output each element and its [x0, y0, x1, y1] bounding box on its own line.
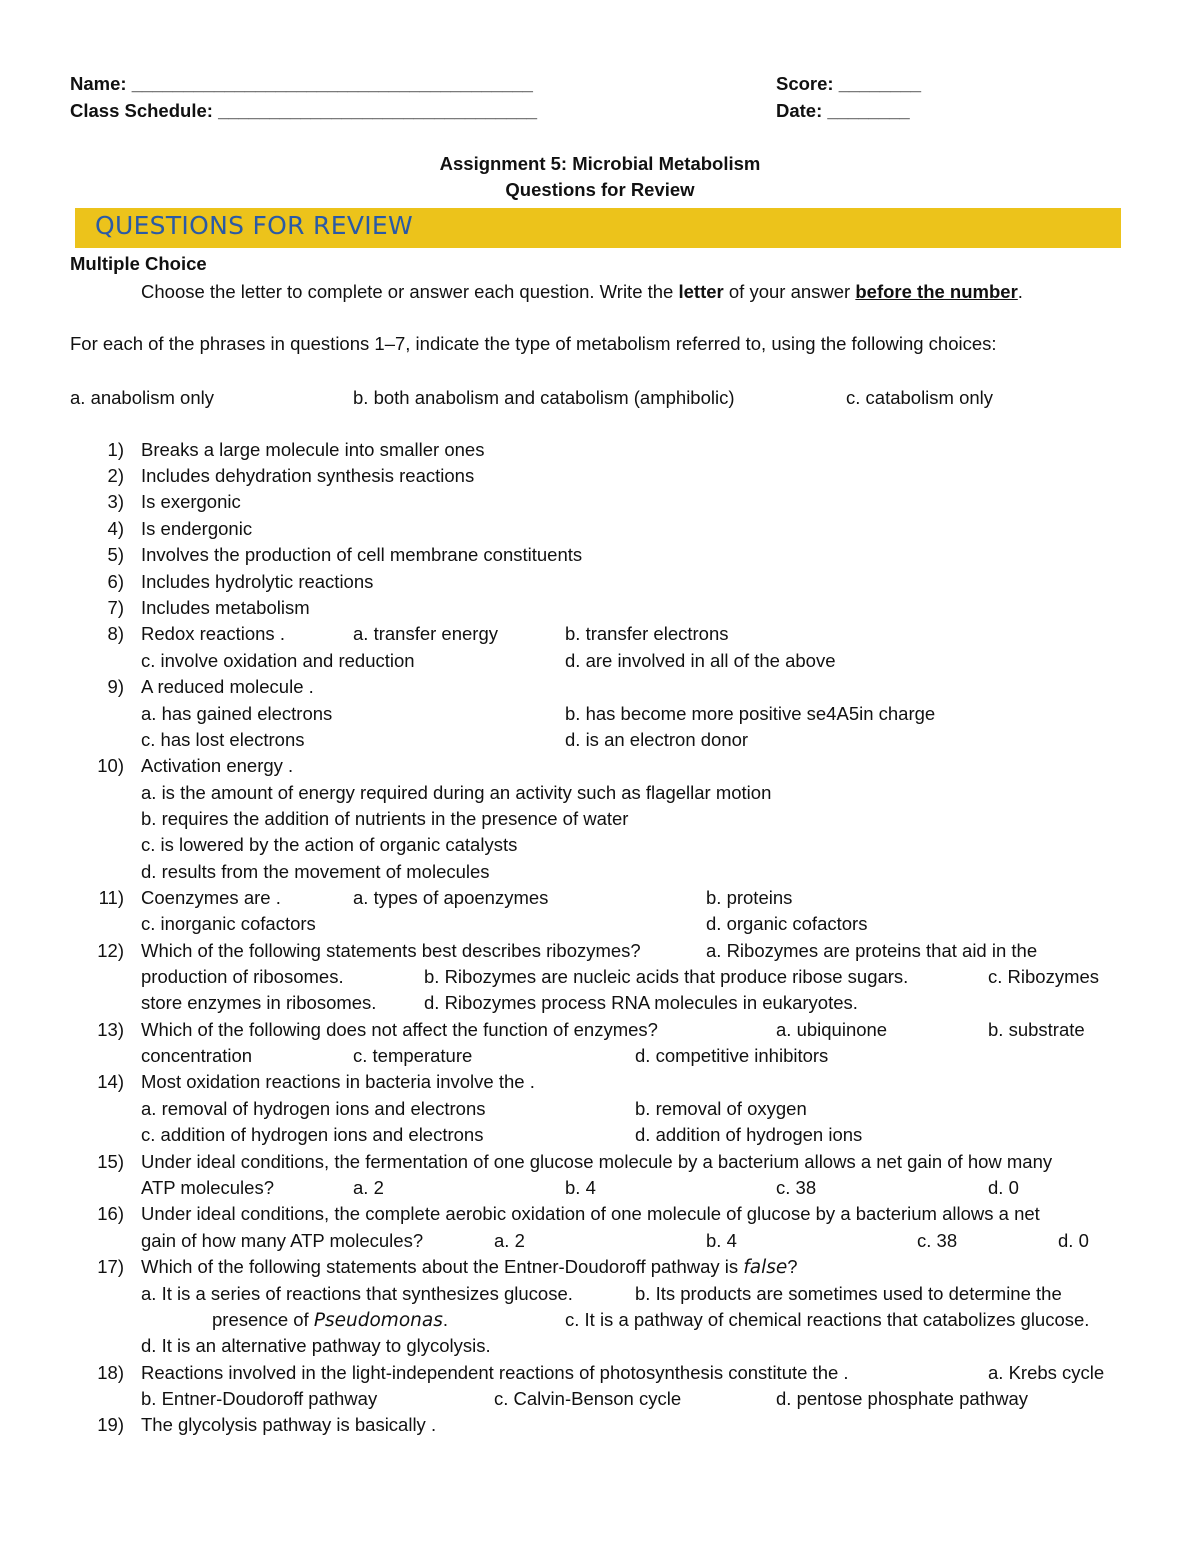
date-field[interactable] [776, 99, 910, 123]
instructions-part-2: of your answer [723, 281, 856, 302]
question-text: Most oxidation reactions in bacteria involve the . [141, 1071, 535, 1092]
date-label: Date: [776, 100, 823, 121]
option-c: c. 38 [917, 1230, 958, 1251]
option-b: b. Ribozymes are nucleic acids that produce ribose sugars. [424, 966, 909, 987]
option-b: b. 4 [565, 1177, 596, 1198]
option-d: d. 0 [1058, 1230, 1089, 1251]
option-a: a. ubiquinone [776, 1019, 888, 1040]
score-label: Score: [776, 73, 834, 94]
option-b: b. Its products are sometimes used to determine the [635, 1283, 1062, 1304]
question-text [141, 1255, 798, 1280]
score-blank: ________ [838, 73, 922, 94]
question-number: 4) [107, 518, 124, 539]
question-number: 6) [107, 571, 124, 592]
question-number: 11) [98, 887, 124, 908]
assignment-subtitle: Questions for Review [505, 179, 695, 200]
question-text: Is endergonic [141, 518, 253, 539]
instructions-part-1: Choose the letter to complete or answer each question. Write the [141, 281, 679, 302]
option-c: c. 38 [776, 1177, 817, 1198]
question-text: Coenzymes are . [141, 887, 281, 908]
question-number: 8) [107, 623, 124, 644]
option-c-continued: store enzymes in ribosomes. [141, 992, 377, 1013]
option-c: c. has lost electrons [141, 729, 305, 750]
option-d: d. 0 [988, 1177, 1019, 1198]
option-c: c. addition of hydrogen ions and electrons [141, 1124, 484, 1145]
question-text: Breaks a large molecule into smaller ones [141, 439, 485, 460]
date-blank: ________ [827, 100, 910, 121]
option-b-continued: concentration [141, 1045, 253, 1066]
question-number: 14) [97, 1071, 124, 1092]
question-number: 9) [107, 676, 124, 697]
option-a: a. 2 [494, 1230, 525, 1251]
option-d: d. results from the movement of molecules [141, 861, 490, 882]
option-a: a. Krebs cycle [988, 1362, 1105, 1383]
question-text: Includes metabolism [141, 597, 310, 618]
class-schedule-field[interactable] [70, 99, 537, 123]
option-d: d. pentose phosphate pathway [776, 1388, 1028, 1409]
question-text-continued: ATP molecules? [141, 1177, 274, 1198]
question-number: 16) [97, 1203, 124, 1224]
option-b: b. 4 [706, 1230, 737, 1251]
option-a: a. It is a series of reactions that synthesizes glucose. [141, 1283, 573, 1304]
option-a: a. Ribozymes are proteins that aid in the [706, 940, 1038, 961]
instructions-before-number: before the number [855, 281, 1018, 302]
name-blank: _______________________________________ [131, 73, 533, 94]
intro-text: For each of the phrases in questions 1–7, indicate the type of metabolism referred to, using the following choices: [70, 333, 997, 354]
option-a: a. transfer energy [353, 623, 498, 644]
class-schedule-blank: _______________________________ [218, 100, 538, 121]
option-b-period: . [442, 1309, 448, 1330]
option-a: a. removal of hydrogen ions and electrons [141, 1098, 486, 1119]
question-text: Under ideal conditions, the fermentation of one glucose molecule by a bacterium allows a net gain of how many [141, 1151, 1053, 1172]
question-number: 15) [97, 1151, 124, 1172]
class-schedule-label: Class Schedule: [70, 100, 213, 121]
question-text: Includes hydrolytic reactions [141, 571, 374, 592]
option-c: c. temperature [353, 1045, 473, 1066]
question-text: Under ideal conditions, the complete aerobic oxidation of one molecule of glucose by a bacterium allows a net [141, 1203, 1040, 1224]
pseudomonas-term: Pseudomonas [313, 1310, 443, 1331]
option-d: d. addition of hydrogen ions [635, 1124, 863, 1145]
question-text: The glycolysis pathway is basically . [141, 1414, 437, 1435]
question-number: 13) [97, 1019, 124, 1040]
option-d: d. It is an alternative pathway to glycolysis. [141, 1335, 491, 1356]
option-d: d. competitive inhibitors [635, 1045, 829, 1066]
option-c: c. Calvin-Benson cycle [494, 1388, 682, 1409]
question-number: 12) [97, 940, 124, 961]
option-b: b. transfer electrons [565, 623, 729, 644]
instructions [141, 280, 1023, 304]
question-number: 3) [107, 491, 124, 512]
question-text: Involves the production of cell membrane constituents [141, 544, 583, 565]
question-number: 7) [107, 597, 124, 618]
question-text: Redox reactions . [141, 623, 285, 644]
question-text: Which of the following does not affect the function of enzymes? [141, 1019, 658, 1040]
question-text-continued: gain of how many ATP molecules? [141, 1230, 424, 1251]
name-field[interactable] [70, 72, 533, 96]
option-b: b. Entner-Doudoroff pathway [141, 1388, 378, 1409]
choice-a: a. anabolism only [70, 387, 214, 408]
question-text: Includes dehydration synthesis reactions [141, 465, 475, 486]
section-banner [75, 208, 1121, 248]
question-text: A reduced molecule . [141, 676, 314, 697]
question-number: 18) [97, 1362, 124, 1383]
option-a-continued: production of ribosomes. [141, 966, 344, 987]
question-text: Reactions involved in the light-independent reactions of photosynthesis constitute the . [141, 1362, 849, 1383]
option-d: d. are involved in all of the above [565, 650, 836, 671]
option-c: c. Ribozymes [988, 966, 1100, 987]
question-number: 1) [107, 439, 124, 460]
question-number: 5) [107, 544, 124, 565]
question-text-main: Which of the following statements about the Entner-Doudoroff pathway is [141, 1256, 744, 1277]
choice-b: b. both anabolism and catabolism (amphibolic) [353, 387, 735, 408]
option-b-continued [212, 1308, 448, 1333]
option-b-presence: presence of [212, 1309, 314, 1330]
question-number: 17) [97, 1256, 124, 1277]
question-text: Activation energy . [141, 755, 294, 776]
option-b: b. has become more positive se4A5in charge [565, 703, 936, 724]
option-a: a. 2 [353, 1177, 384, 1198]
option-b: b. requires the addition of nutrients in the presence of water [141, 808, 629, 829]
section-banner-text: QUESTIONS FOR REVIEW [95, 211, 414, 240]
option-d: d. Ribozymes process RNA molecules in eukaryotes. [424, 992, 858, 1013]
instructions-letter: letter [678, 281, 724, 302]
option-d: d. is an electron donor [565, 729, 749, 750]
question-mark: ? [787, 1256, 798, 1277]
false-emphasis: false [743, 1257, 788, 1278]
option-b: b. substrate [988, 1019, 1085, 1040]
assignment-title: Assignment 5: Microbial Metabolism [439, 153, 761, 174]
choice-c: c. catabolism only [846, 387, 994, 408]
score-field[interactable] [776, 72, 921, 96]
question-number: 2) [107, 465, 124, 486]
option-c: c. It is a pathway of chemical reactions that catabolizes glucose. [565, 1309, 1090, 1330]
option-c: c. involve oxidation and reduction [141, 650, 415, 671]
question-text: Which of the following statements best describes ribozymes? [141, 940, 641, 961]
option-d: d. organic cofactors [706, 913, 868, 934]
option-b: b. proteins [706, 887, 793, 908]
option-b: b. removal of oxygen [635, 1098, 807, 1119]
option-a: a. is the amount of energy required during an activity such as flagellar motion [141, 782, 772, 803]
option-c: c. is lowered by the action of organic catalysts [141, 834, 518, 855]
name-label: Name: [70, 73, 127, 94]
question-number: 10) [97, 755, 124, 776]
question-text: Is exergonic [141, 491, 241, 512]
option-c: c. inorganic cofactors [141, 913, 316, 934]
instructions-period: . [1017, 281, 1023, 302]
question-number: 19) [97, 1414, 124, 1435]
option-a: a. types of apoenzymes [353, 887, 549, 908]
option-a: a. has gained electrons [141, 703, 333, 724]
multiple-choice-heading: Multiple Choice [70, 253, 207, 274]
